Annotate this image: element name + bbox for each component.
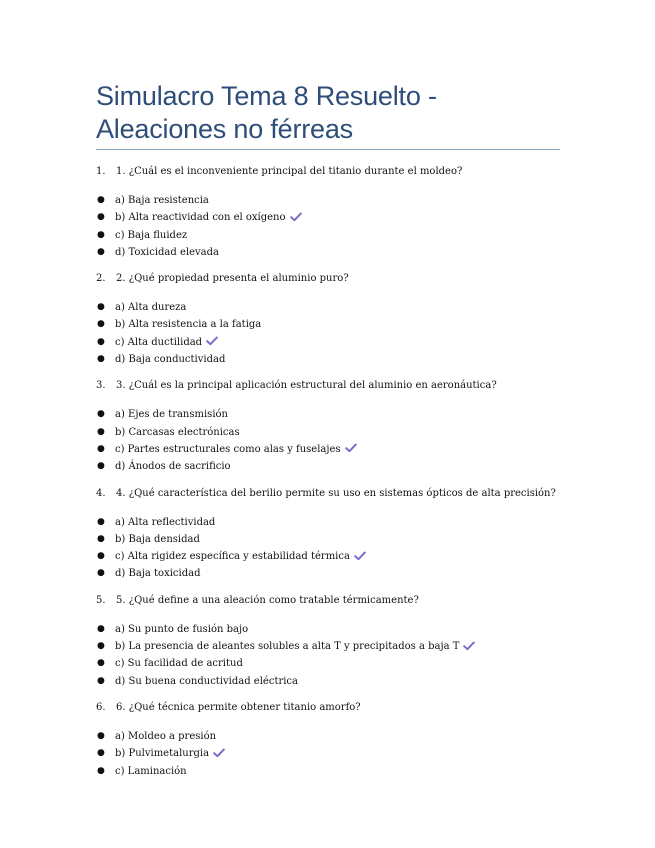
checkmark-icon	[463, 641, 475, 651]
option-label: d) Su buena conductividad eléctrica	[115, 675, 298, 687]
bullet-icon: ●	[97, 623, 105, 634]
option-row	[115, 334, 218, 351]
option-row	[115, 565, 200, 582]
option-item	[96, 514, 576, 531]
checkmark-icon	[206, 336, 218, 346]
question-5	[96, 593, 576, 609]
option-label: a) Baja resistencia	[115, 195, 209, 206]
option-label: c) Partes estructurales como alas y fuselajes	[115, 443, 341, 455]
option-label: d) Toxicidad elevada	[115, 246, 219, 258]
option-item	[96, 316, 576, 333]
option-row	[115, 514, 215, 531]
option-label: a) Ejes de transmisión	[115, 409, 228, 421]
checkmark-icon	[290, 212, 302, 222]
question-list	[96, 164, 576, 790]
option-item	[96, 728, 576, 745]
bullet-icon: ●	[97, 409, 105, 420]
question-text: 2. ¿Qué propiedad presenta el aluminio puro?	[116, 273, 349, 285]
option-item	[96, 673, 576, 690]
checkmark-icon	[345, 443, 357, 453]
bullet-icon: ●	[97, 354, 105, 365]
option-list	[96, 514, 576, 583]
option-label: c) Baja fluidez	[115, 229, 188, 241]
option-row	[115, 316, 261, 333]
option-item	[96, 531, 576, 548]
checkmark-icon	[354, 551, 366, 561]
option-label: b) Alta reactividad con el oxígeno	[115, 212, 286, 224]
option-item	[96, 655, 576, 672]
bullet-icon: ●	[97, 568, 105, 579]
option-label: a) Moldeo a presión	[115, 730, 217, 742]
question-2	[96, 271, 576, 287]
option-label: b) Carcasas electrónicas	[115, 426, 240, 438]
option-item	[96, 763, 576, 780]
option-row	[115, 209, 302, 226]
option-item	[96, 424, 576, 441]
option-item	[96, 244, 576, 261]
option-list	[96, 406, 576, 475]
question-text: 5. ¿Qué define a una aleación como tratable térmicamente?	[116, 594, 419, 606]
bullet-icon: ●	[97, 641, 105, 652]
option-list	[96, 728, 576, 780]
bullet-icon: ●	[97, 212, 105, 223]
option-row	[115, 406, 228, 423]
bullet-icon: ●	[97, 533, 105, 544]
question-text: 3. ¿Cuál es la principal aplicación estructural del aluminio en aeronáutica?	[116, 380, 497, 392]
option-row	[115, 673, 298, 690]
question-text: 4. ¿Qué característica del berilio permite su uso en sistemas ópticos de alta precisión?	[116, 487, 556, 499]
question-6	[96, 700, 576, 716]
option-label: b) Baja densidad	[115, 533, 200, 545]
question-1	[96, 164, 576, 180]
option-item	[96, 192, 576, 209]
bullet-icon: ●	[97, 195, 105, 205]
question-number: 3.	[96, 380, 106, 392]
option-label: d) Ánodos de sacrificio	[115, 461, 231, 473]
option-item	[96, 209, 576, 226]
option-row	[115, 655, 243, 672]
bullet-icon: ●	[97, 426, 105, 437]
option-row	[115, 621, 248, 638]
option-label: b) Pulvimetalurgia	[115, 748, 210, 760]
option-row	[115, 763, 187, 780]
option-row	[115, 441, 357, 458]
option-row	[115, 351, 225, 368]
option-row	[115, 548, 366, 565]
bullet-icon: ●	[97, 516, 105, 527]
option-item	[96, 458, 576, 475]
option-item	[96, 638, 576, 655]
option-list	[96, 192, 576, 261]
option-label: c) Laminación	[115, 765, 187, 777]
bullet-icon: ●	[97, 730, 105, 741]
bullet-icon: ●	[97, 302, 105, 313]
option-item	[96, 227, 576, 244]
question-text: 1. ¿Cuál es el inconveniente principal del titanio durante el moldeo?	[116, 166, 463, 177]
question-4	[96, 486, 576, 502]
bullet-icon: ●	[97, 675, 105, 686]
bullet-icon: ●	[97, 229, 105, 240]
option-label: d) Baja conductividad	[115, 354, 226, 366]
option-row	[115, 227, 187, 244]
question-text: 6. ¿Qué técnica permite obtener titanio amorfo?	[116, 701, 361, 713]
option-item	[96, 441, 576, 458]
option-label: a) Su punto de fusión bajo	[115, 623, 249, 635]
option-item	[96, 548, 576, 565]
bullet-icon: ●	[97, 443, 105, 454]
page-title: Simulacro Tema 8 Resuelto - Aleaciones no férreas	[96, 81, 437, 144]
option-row	[115, 299, 186, 316]
question-3	[96, 378, 576, 394]
option-item	[96, 565, 576, 582]
option-label: d) Baja toxicidad	[115, 568, 201, 580]
option-label: c) Alta rigidez específica y estabilidad térmica	[115, 551, 350, 563]
question-number: 2.	[96, 273, 106, 285]
option-row	[115, 728, 216, 745]
option-item	[96, 334, 576, 351]
option-item	[96, 621, 576, 638]
bullet-icon: ●	[97, 658, 105, 669]
option-row	[115, 531, 200, 548]
option-item	[96, 299, 576, 316]
option-label: b) Alta resistencia a la fatiga	[115, 319, 262, 331]
option-row	[115, 638, 475, 655]
option-row	[115, 192, 209, 209]
option-label: c) Su facilidad de acritud	[115, 658, 243, 670]
bullet-icon: ●	[97, 319, 105, 330]
option-row	[115, 424, 240, 441]
question-number: 1.	[96, 166, 106, 177]
option-row	[115, 458, 231, 475]
option-row	[115, 745, 225, 762]
bullet-icon: ●	[97, 336, 105, 347]
option-row	[115, 244, 219, 261]
question-number: 5.	[96, 594, 106, 606]
bullet-icon: ●	[97, 551, 105, 562]
option-label: a) Alta dureza	[115, 302, 187, 314]
checkmark-icon	[213, 748, 225, 758]
option-list	[96, 299, 576, 368]
option-item	[96, 406, 576, 423]
question-number: 6.	[96, 701, 106, 713]
bullet-icon: ●	[97, 765, 105, 776]
bullet-icon: ●	[97, 461, 105, 472]
option-item	[96, 745, 576, 762]
title-underline	[96, 149, 560, 150]
option-item	[96, 351, 576, 368]
option-label: b) La presencia de aleantes solubles a alta T y precipitados a baja T	[115, 641, 460, 653]
bullet-icon: ●	[97, 246, 105, 257]
option-list	[96, 621, 576, 690]
bullet-icon: ●	[97, 748, 105, 759]
option-label: a) Alta reflectividad	[115, 516, 216, 528]
question-number: 4.	[96, 487, 106, 499]
option-label: c) Alta ductilidad	[115, 336, 203, 348]
